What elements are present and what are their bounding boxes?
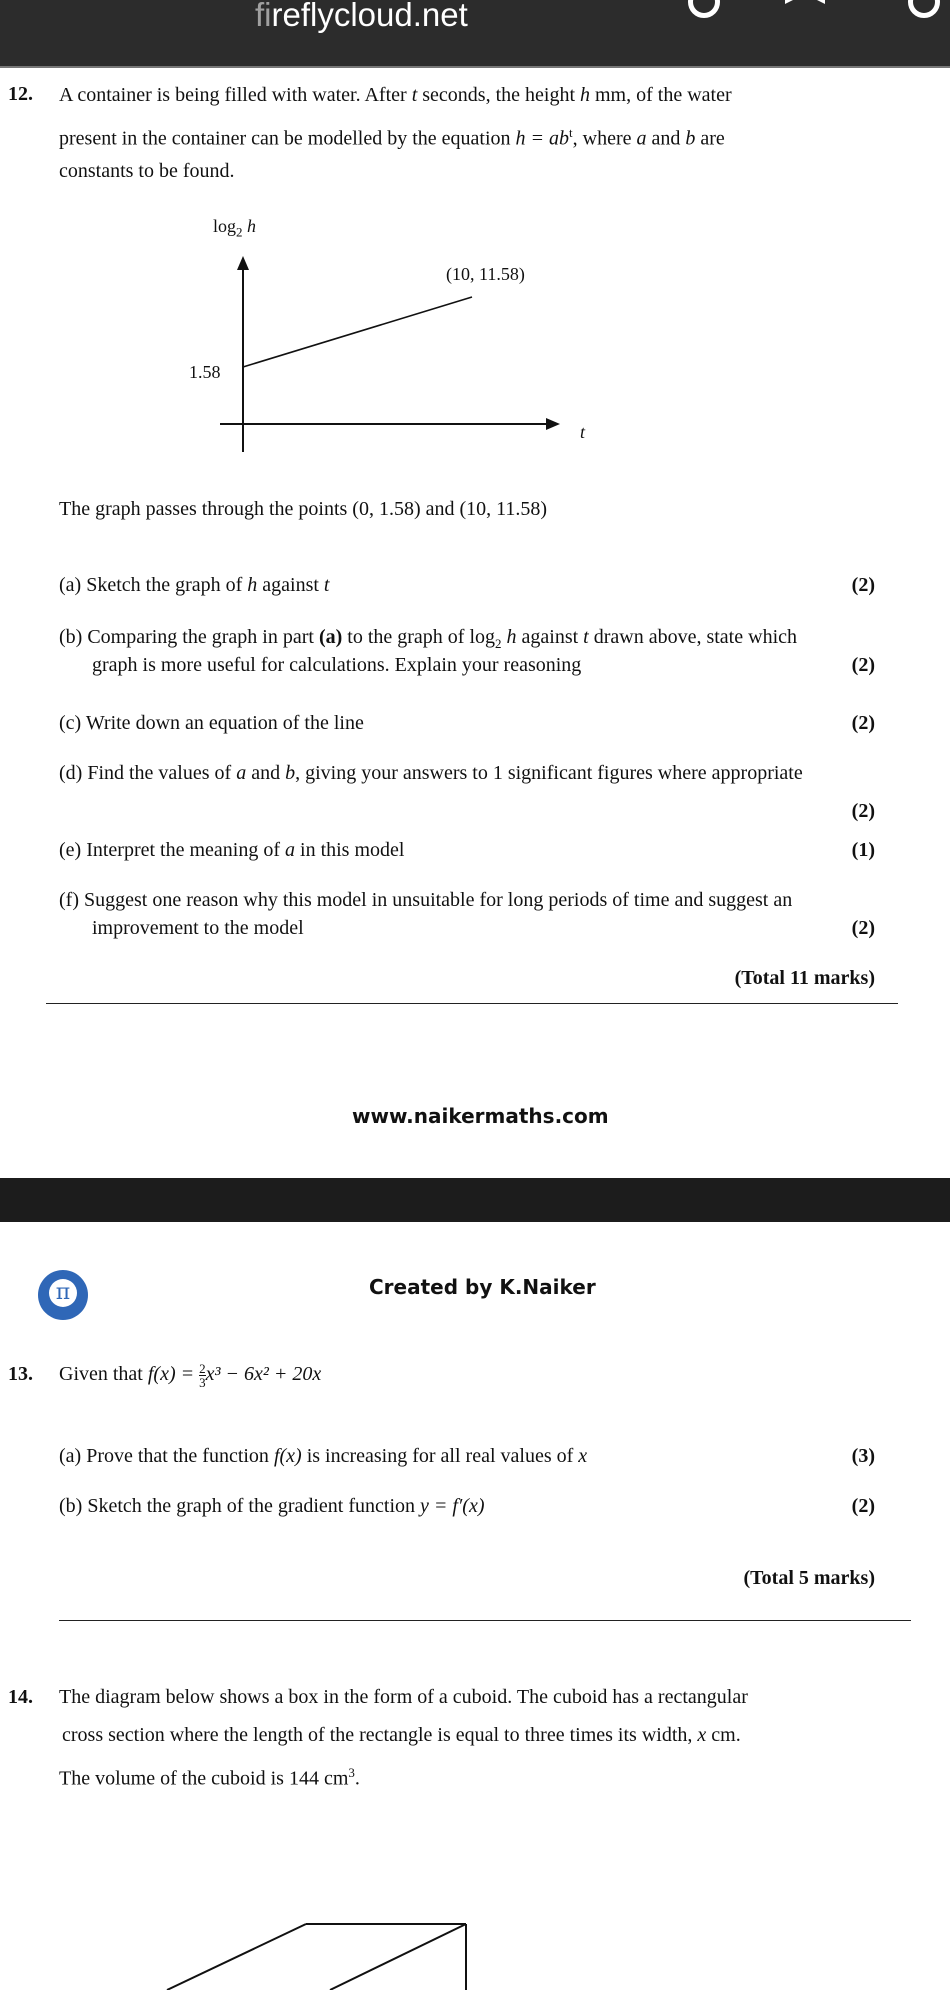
created-by-header: Created by K.Naiker [369,1275,596,1299]
q13-total-marks: (Total 5 marks) [743,1567,875,1589]
site-domain[interactable]: fireflycloud.net [255,0,468,33]
q12-part-d-marks: (2) [851,800,875,822]
fraction: $\frac{2}{3}$ [199,1360,206,1390]
q12-part-b-marks: (2) [851,654,875,676]
graph-x-axis-label: t [580,422,586,442]
q13-part-a: (a) Prove that the function f(x) is increasing for all real values of x [59,1445,588,1467]
cuboid-edge-left [167,1924,306,1990]
question-12-number: 12. [8,83,33,105]
q12-part-d: (d) Find the values of a and b, giving your answers to 1 significant figures where appropriate [59,762,803,784]
q12-passes-text: The graph passes through the points (0, 1.58) and (10, 11.58) [59,498,548,520]
q14-line-2: cross section where the length of the rectangle is equal to three times its width, x cm. [62,1724,741,1746]
q12-part-f-marks: (2) [851,917,875,939]
q12-part-c: (c) Write down an equation of the line [59,712,364,734]
q13-part-a-marks: (3) [851,1445,875,1467]
q12-part-a-marks: (2) [851,574,875,596]
q12-part-f: (f) Suggest one reason why this model in unsuitable for long periods of time and suggest an [59,889,793,911]
pi-icon: π [49,1279,77,1307]
q12-line-3: constants to be found. [59,160,235,182]
question-14-number: 14. [8,1686,33,1708]
q12-line-1: A container is being filled with water. After t seconds, the height h mm, of the water [59,84,732,106]
graph-intercept-label: 1.58 [189,362,221,382]
footer-website[interactable]: www.naikermaths.com [352,1104,609,1128]
q14-line-3: The volume of the cuboid is 144 $cm^3$. [59,1765,360,1790]
q12-part-a: (a) Sketch the graph of h against t [59,574,330,596]
q13-part-b: (b) Sketch the graph of the gradient function y = f′(x) [59,1495,485,1517]
q12-part-e-marks: (1) [851,839,875,861]
cuboid-edge-diagonal [330,1924,466,1990]
q12-part-b-line-2: graph is more useful for calculations. Explain your reasoning [92,654,582,676]
q12-part-b: (b) Comparing the graph in part (a) to the graph of $\log_2 h$ against t drawn above, state which [59,626,797,651]
graph-y-axis-label: $\log_2 h$ [213,216,257,240]
q12-part-e: (e) Interpret the meaning of a in this model [59,839,405,861]
q14-line-1: The diagram below shows a box in the form of a cuboid. The cuboid has a rectangular [59,1686,748,1708]
question-13-number: 13. [8,1363,33,1385]
q13-part-b-marks: (2) [851,1495,875,1517]
graph-point-label: (10, 11.58) [446,264,525,284]
q12-line-2: present in the container can be modelled by the equation $h = ab^t$, where a and b are [59,125,725,150]
q12-part-f-line-2: improvement to the model [92,917,304,939]
q13-intro: Given that f(x) = $\frac{2}{3}$ x³ − 6x² + 20x [59,1360,322,1390]
q12-part-c-marks: (2) [851,712,875,734]
q12-total-marks: (Total 11 marks) [734,967,875,989]
